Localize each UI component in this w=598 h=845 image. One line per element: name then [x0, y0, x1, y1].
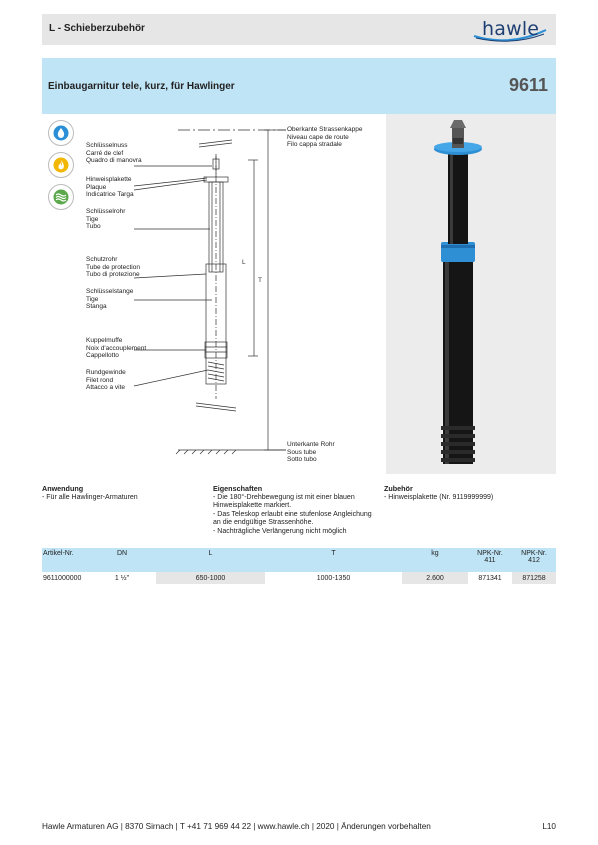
section-title: L - Schieberzubehör [49, 23, 145, 34]
properties-section [213, 485, 372, 536]
label-plate: Hinweisplakette Plaque Indicatrice Targa [86, 176, 134, 199]
product-photo-graphic [386, 114, 556, 474]
label-key-nut: Schlüsselnuss Carré de clef Quadro di manovra [86, 142, 142, 165]
application-heading: Anwendung [42, 484, 84, 493]
col-header-npk411: NPK-Nr. 411 [468, 548, 512, 572]
col-header-npk412: NPK-Nr. 412 [512, 548, 556, 572]
col-header-t: T [265, 548, 402, 572]
col-header-dn: DN [88, 548, 156, 572]
col-header-article: Artikel-Nr. [42, 548, 88, 572]
label-thread: Rundgewinde Filet rond Attacco a vite [86, 369, 126, 392]
table-row [42, 572, 556, 584]
properties-item: Hinweisplakette markiert. [213, 502, 292, 509]
properties-item: - Das Teleskop erlaubt eine stufenlose Angleichung [213, 510, 372, 518]
page-number: L10 [542, 822, 556, 831]
accessories-item: - Hinweisplakette (Nr. 9119999999) [384, 493, 494, 501]
cell-l: 650-1000 [156, 572, 265, 584]
properties-item: - Nachträgliche Verlängerung nicht möglich [213, 527, 347, 535]
dimension-L-label: L [242, 259, 246, 266]
col-header-l: L [156, 548, 265, 572]
cell-dn: 1 ½" [114, 574, 130, 582]
label-key-rod: Schlüsselstange Tige Stanga [86, 288, 134, 311]
cell-npk412: 871258 [512, 572, 556, 584]
product-title-bar [42, 58, 556, 114]
cell-kg: 2.600 [402, 572, 468, 584]
product-photo [386, 114, 556, 474]
label-coupling: Kuppelmuffe Noix d'accouplement Cappellotto [86, 337, 147, 360]
footer-text: Hawle Armaturen AG | 8370 Sirnach | T +41 71 969 44 22 | www.hawle.ch | 2020 | Änderungen vorbehalten [42, 822, 431, 831]
properties-item: - Die 180°-Drehbewegung ist mit einer blauen [213, 493, 355, 501]
label-bottom-pipe: Unterkante Rohr Sous tube Sotto tubo [287, 441, 335, 464]
accessories-section [384, 485, 493, 502]
cell-npk411: 871341 [478, 574, 502, 582]
label-key-tube: Schlüsselrohr Tige Tubo [86, 208, 126, 231]
product-code: 9611 [508, 75, 548, 95]
table-header-row [42, 548, 556, 572]
properties-heading: Eigenschaften [213, 484, 263, 493]
cell-article: 9611000000 [43, 574, 82, 582]
application-item: - Für alle Hawlinger-Armaturen [42, 493, 138, 501]
col-header-kg: kg [402, 548, 468, 572]
properties-item: an die endgültige Strassenhöhe. [213, 519, 314, 526]
cell-t: 1000-1350 [316, 574, 351, 582]
product-title: Einbaugarnitur tele, kurz, für Hawlinger [48, 81, 235, 92]
section-header [42, 14, 556, 45]
accessories-heading: Zubehör [384, 484, 413, 493]
spec-table [42, 548, 556, 584]
label-top-road: Oberkante Strassenkappe Niveau cape de route Filo cappa stradale [287, 126, 363, 149]
hawle-logo [470, 17, 550, 43]
brand-name: hawle [482, 18, 540, 40]
application-section [42, 485, 138, 502]
label-protection-tube: Schutzrohr Tube de protection Tubo di protezione [86, 256, 140, 279]
dimension-T-label: T [258, 277, 262, 284]
